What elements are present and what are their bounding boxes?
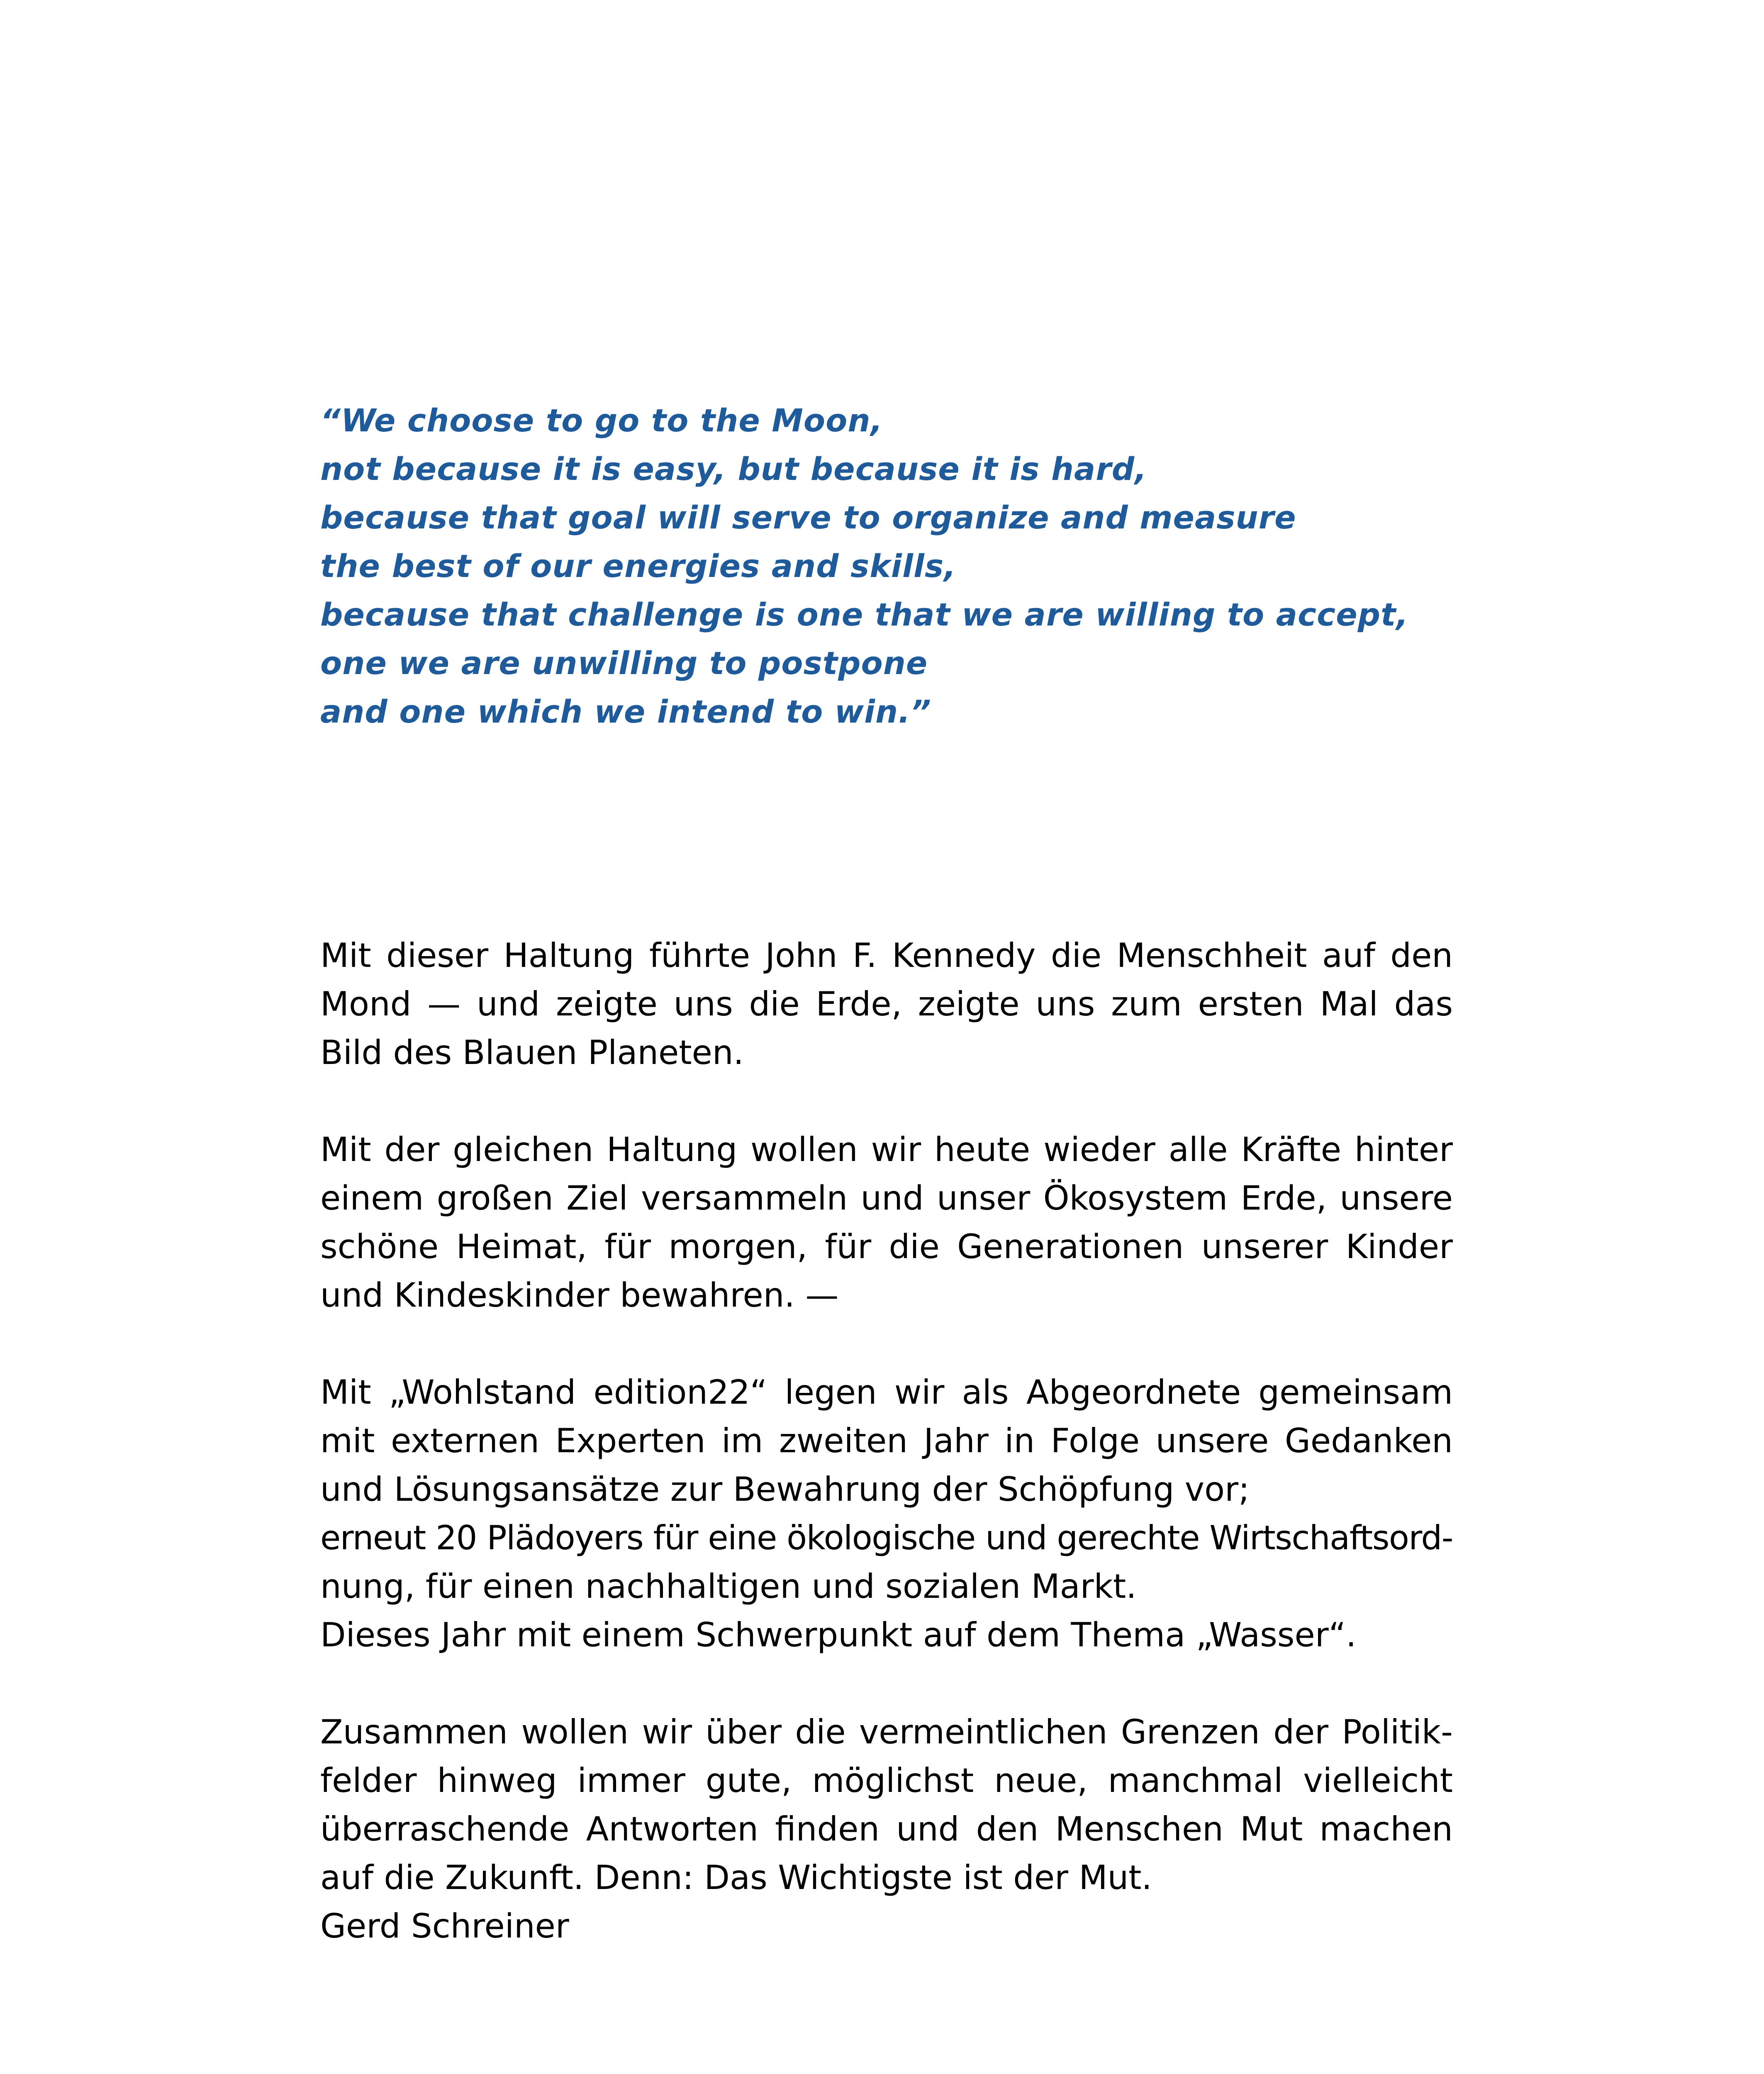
- quote-line: not because it is easy, but because it is hard,: [320, 450, 1148, 487]
- quote-line: because that challenge is one that we are willing to accept,: [320, 596, 1409, 633]
- paragraph-same-attitude: [320, 1125, 1453, 1319]
- text-line: überraschende Antworten finden und den Menschen Mut machen: [320, 1810, 1453, 1848]
- text-line: Zusammen wollen wir über die vermeintlichen Grenzen der Politik-: [320, 1713, 1453, 1751]
- text-line: Mit „Wohlstand edition22“ legen wir als Abgeordnete gemeinsam: [320, 1373, 1453, 1412]
- quote-line: “We choose to go to the Moon,: [320, 402, 883, 439]
- foreword-body: [320, 931, 1453, 1950]
- text-line: und Lösungsansätze zur Bewahrung der Schöpfung vor;: [320, 1470, 1250, 1509]
- text-line: und Kindeskinder bewahren. —: [320, 1276, 839, 1315]
- quote-line: because that goal will serve to organize and measure: [320, 499, 1296, 536]
- text-line: felder hinweg immer gute, möglichst neue, manchmal vielleicht: [320, 1761, 1453, 1800]
- text-line: Mit der gleichen Haltung wollen wir heute wieder alle Kräfte hinter: [320, 1130, 1453, 1169]
- text-line: erneut 20 Plädoyers für eine ökologische und gerechte Wirtschaftsord-: [320, 1519, 1453, 1557]
- text-line: einem großen Ziel versammeln und unser Ökosystem Erde, unsere: [320, 1179, 1453, 1217]
- author-signature: Gerd Schreiner: [320, 1907, 569, 1945]
- text-line: Mit dieser Haltung führte John F. Kennedy die Menschheit auf den: [320, 936, 1453, 975]
- text-line: mit externen Experten im zweiten Jahr in Folge unsere Gedanken: [320, 1422, 1453, 1460]
- quote-line: one we are unwilling to postpone: [320, 645, 928, 682]
- paragraph-kennedy-attitude: [320, 931, 1453, 1077]
- quote-line: the best of our energies and skills,: [320, 548, 957, 584]
- paragraph-together: [320, 1708, 1453, 1950]
- quote-line: and one which we intend to win.”: [320, 693, 931, 730]
- text-line: schöne Heimat, für morgen, für die Generationen unserer Kinder: [320, 1227, 1453, 1266]
- kennedy-quote: [320, 396, 1565, 736]
- paragraph-edition22: [320, 1368, 1453, 1659]
- text-line: Mond — und zeigte uns die Erde, zeigte uns zum ersten Mal das: [320, 985, 1453, 1023]
- text-line: Bild des Blauen Planeten.: [320, 1033, 744, 1072]
- text-line: nung, für einen nachhaltigen und sozialen Markt.: [320, 1567, 1137, 1606]
- text-line: Dieses Jahr mit einem Schwerpunkt auf dem Thema „Wasser“.: [320, 1616, 1357, 1654]
- text-line: auf die Zukunft. Denn: Das Wichtigste ist der Mut.: [320, 1858, 1152, 1897]
